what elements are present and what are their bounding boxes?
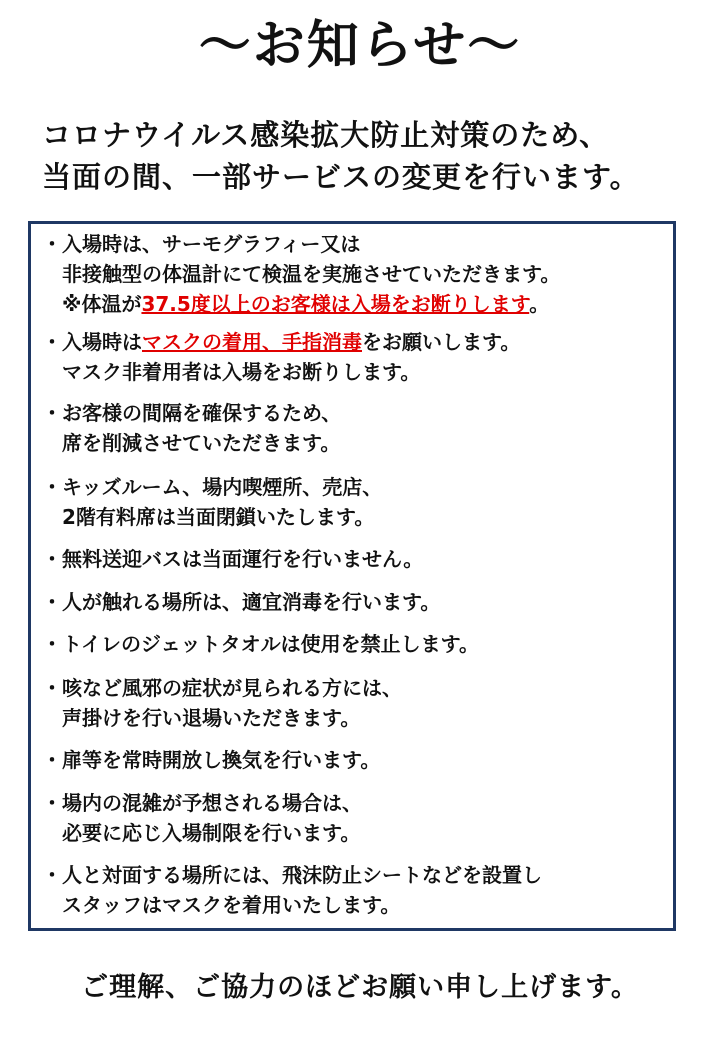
notice-line: ・人が触れる場所は、適宜消毒を行います。 [42, 590, 441, 614]
notice-line: スタッフはマスクを着用いたします。 [62, 893, 401, 917]
intro-line-2: 当面の間、一部サービスの変更を行います。 [42, 160, 640, 194]
notice-line: 2階有料席は当面閉鎖いたします。 [62, 505, 375, 529]
closing-message: ご理解、ご協力のほどお願い申し上げます。 [81, 972, 639, 1003]
notice-text: をお願いします。 [362, 330, 521, 354]
notice-item-bus [42, 544, 423, 574]
notice-item-thermography [42, 229, 560, 319]
notice-line: 非接触型の体温計にて検温を実施させていただきます。 [62, 262, 561, 286]
intro-text [42, 114, 702, 198]
notice-item-mask [42, 327, 520, 387]
notice-line: 席を削減させていただきます。 [62, 431, 341, 455]
page-title: 〜お知らせ〜 [198, 16, 522, 76]
notice-item-ventilation [42, 745, 380, 775]
notice-text: 。 [529, 292, 550, 316]
notice-line: ・入場時は、サーモグラフィー又は [42, 232, 361, 256]
notice-line: ・咳など風邪の症状が見られる方には、 [42, 676, 402, 700]
notice-line: ・場内の混雑が予想される場合は、 [42, 791, 362, 815]
notice-item-disinfection [42, 587, 440, 617]
notice-text: ※体温が [62, 292, 142, 316]
notice-text: ・入場時は [42, 330, 142, 354]
notice-item-symptoms [42, 673, 402, 733]
notice-item-seating [42, 398, 341, 458]
notice-line: ・キッズルーム、場内喫煙所、売店、 [42, 475, 383, 499]
notice-item-jet-towel [42, 629, 479, 659]
intro-line-1: コロナウイルス感染拡大防止対策のため、 [42, 118, 610, 152]
notice-line-mask [42, 327, 520, 357]
notice-line: 声掛けを行い退場いただきます。 [62, 706, 361, 730]
notice-line: ・人と対面する場所には、飛沫防止シートなどを設置し [42, 863, 542, 887]
notice-item-entry-limit [42, 788, 362, 848]
notice-line: ・トイレのジェットタオルは使用を禁止します。 [42, 632, 479, 656]
mask-disinfect-highlight: マスクの着用、手指消毒 [142, 330, 362, 354]
notice-line: ・無料送迎バスは当面運行を行いません。 [42, 547, 424, 571]
notice-line: ・扉等を常時開放し換気を行います。 [42, 748, 381, 772]
notice-line-temperature [42, 289, 560, 319]
notice-line: 必要に応じ入場制限を行います。 [62, 821, 361, 845]
notice-line: ・お客様の間隔を確保するため、 [42, 401, 342, 425]
temperature-warning-highlight: 37.5度以上のお客様は入場をお断りします [141, 292, 530, 316]
notice-line: マスク非着用者は入場をお断りします。 [62, 360, 421, 384]
notice-item-closures [42, 472, 382, 532]
notice-item-splash-guard [42, 860, 542, 920]
